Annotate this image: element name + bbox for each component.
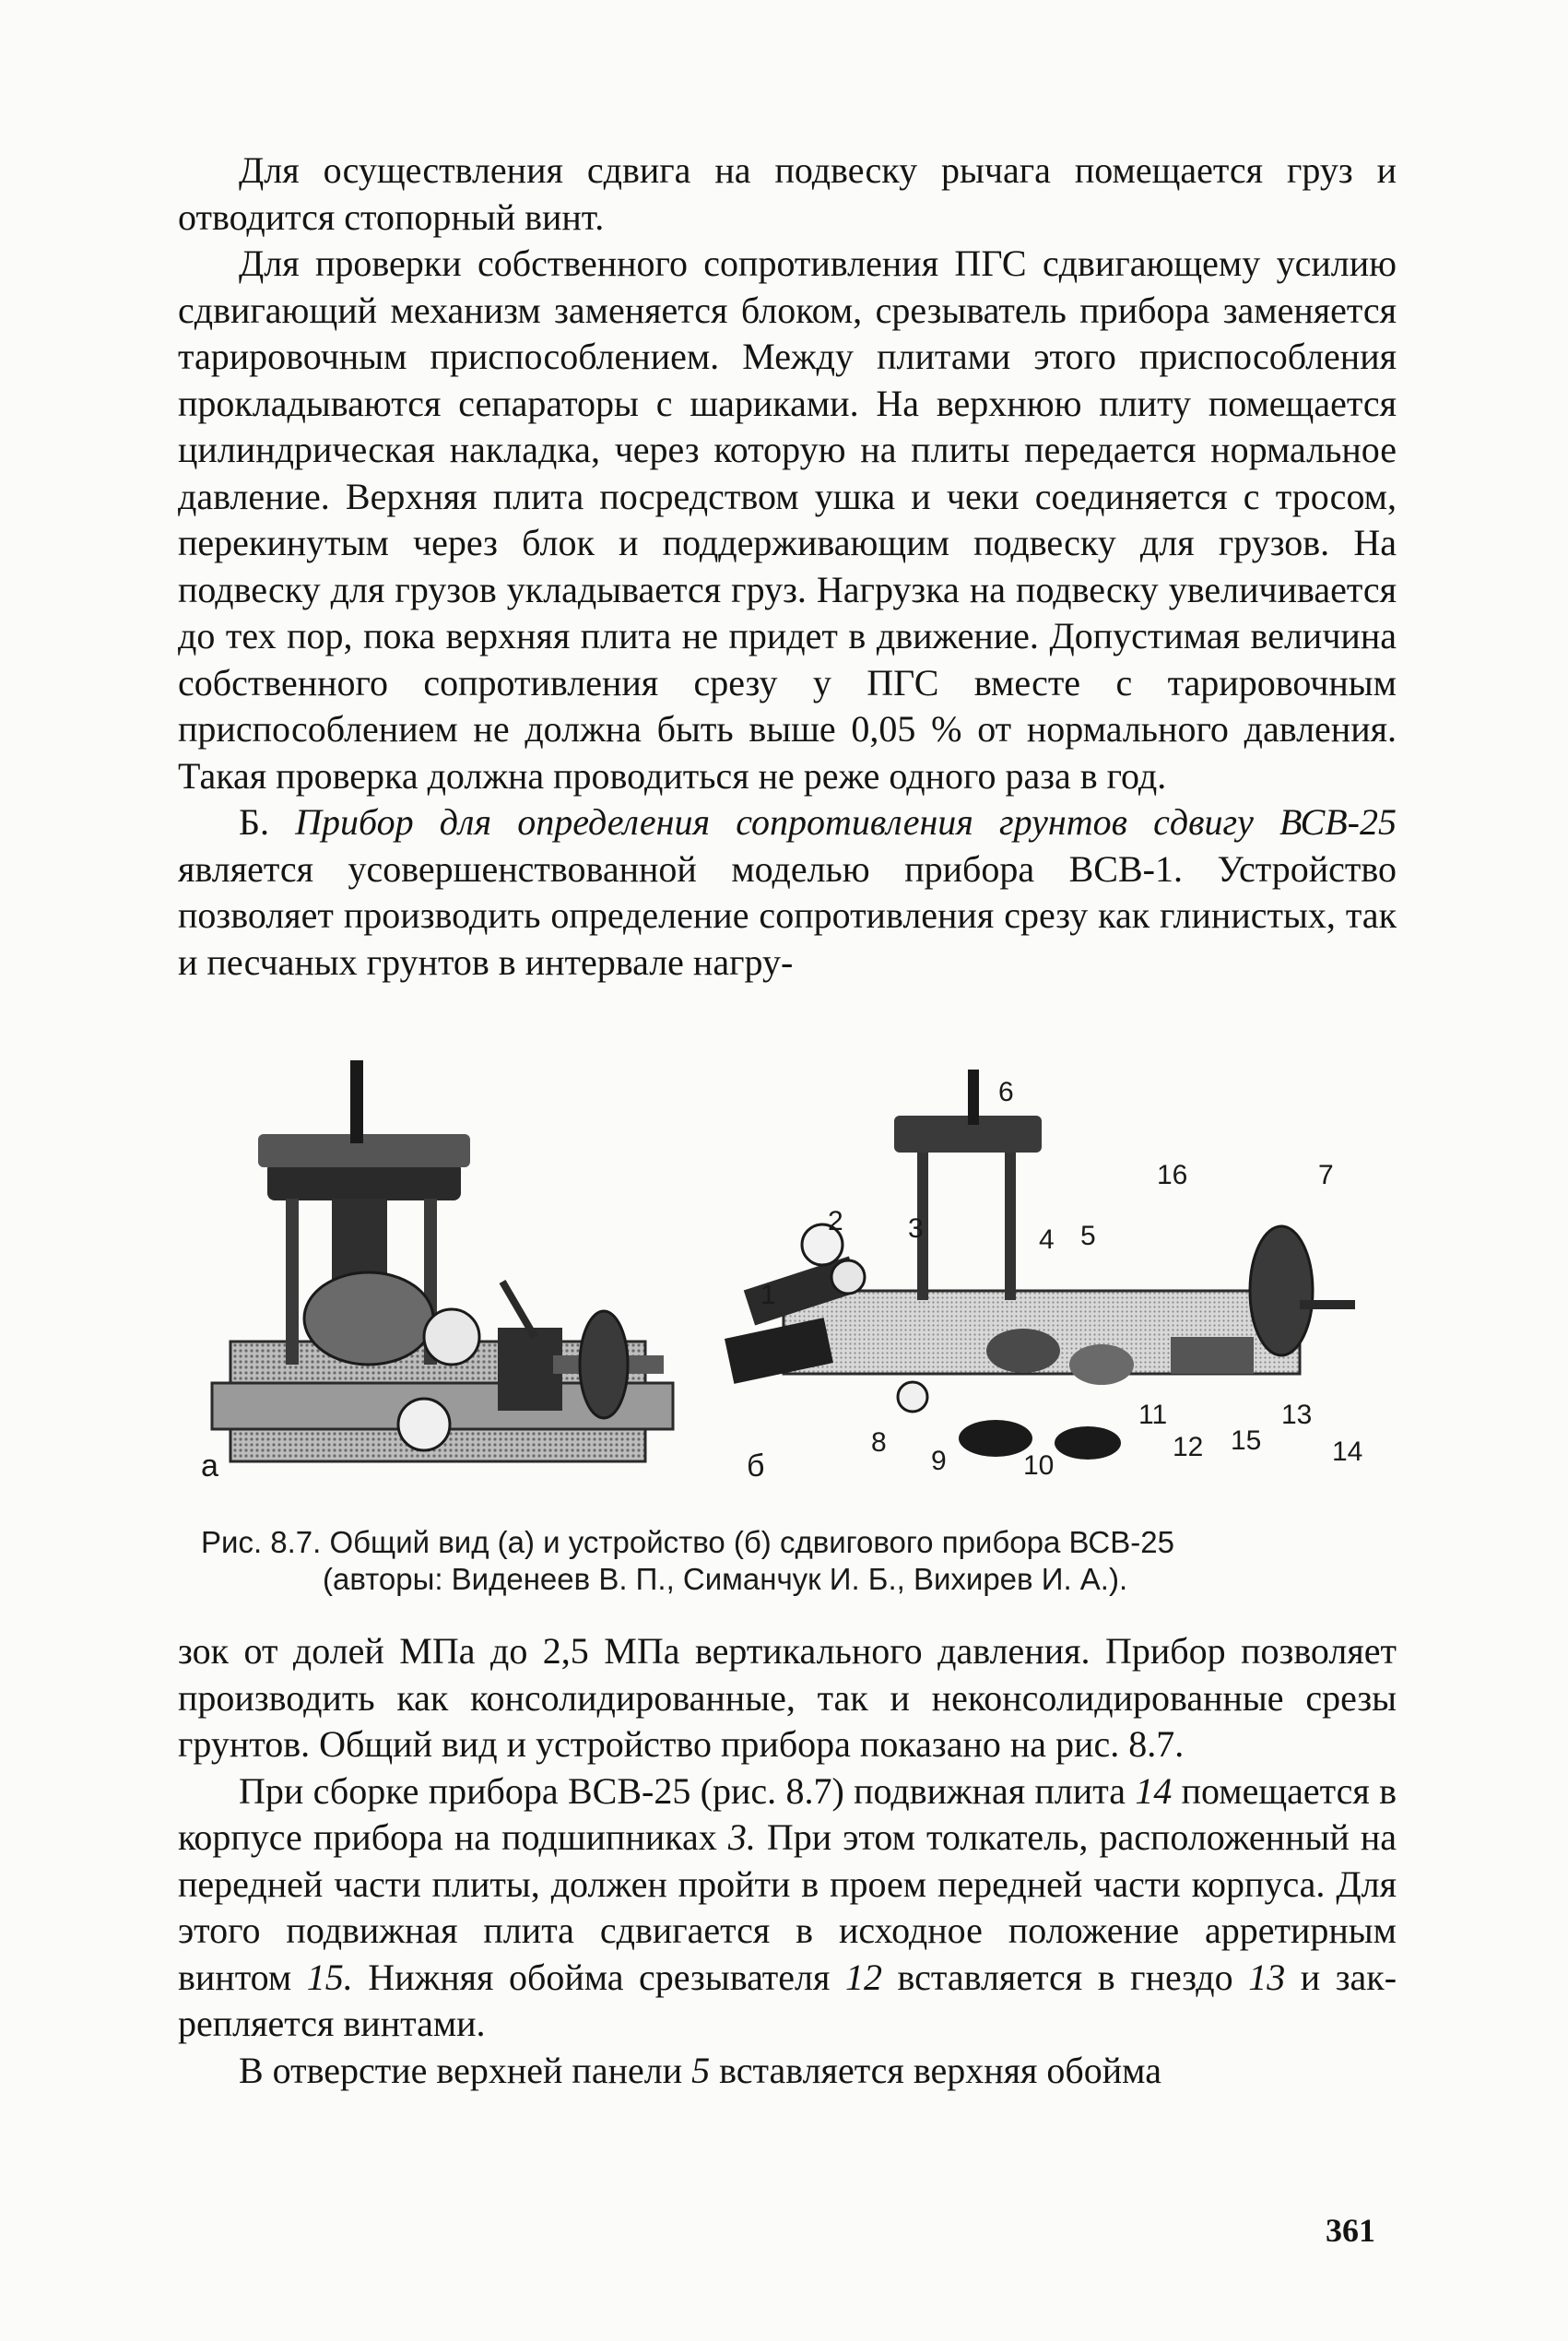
paragraph-vsv25-intro xyxy=(178,799,1397,986)
ref-12: 12 xyxy=(844,1956,882,1998)
panel-a-device-photo xyxy=(212,1060,673,1461)
assembly-text-f: и закрепляется винтами. xyxy=(178,1956,1397,2044)
section-letter: Б. xyxy=(239,801,296,843)
callout-4: 4 xyxy=(1039,1224,1055,1255)
figure-photo-illustration xyxy=(194,1060,1383,1494)
callout-8: 8 xyxy=(871,1427,887,1458)
caption-line-2: (авторы: Виденеев В. П., Симанчук И. Б., Вихирев И. А.). xyxy=(323,1562,1128,1596)
ref-3: 3. xyxy=(727,1816,756,1858)
ref-15: 15. xyxy=(306,1956,353,1998)
paragraph-load-range: зок от долей МПа до 2,5 МПа вертикального давления. Прибор позволяет производить как консолидированные, так и неконсолидированные срезы грунтов. Общий вид и устройство прибора показано на рис. 8.7. xyxy=(178,1630,1397,1765)
ref-5: 5 xyxy=(691,2049,711,2091)
callout-2: 2 xyxy=(828,1206,843,1236)
callout-12: 12 xyxy=(1173,1432,1204,1462)
callout-14: 14 xyxy=(1332,1437,1363,1467)
assembly-text-c: При этом толкатель, расположенный на передней части плиты, должен пройти в проем передней части корпуса. Для этого подвижная плита сдвигается в исходное положение арретирным винтом xyxy=(178,1816,1397,1998)
callout-9: 9 xyxy=(931,1446,947,1476)
page-number: 361 xyxy=(1326,2212,1375,2249)
callout-1: 1 xyxy=(760,1280,776,1310)
callout-7: 7 xyxy=(1318,1160,1334,1190)
assembly-text-b: помещается в корпусе прибора на подшипниках xyxy=(178,1769,1397,1858)
figure-8-7 xyxy=(194,1060,1383,1494)
callout-11: 11 xyxy=(1138,1400,1168,1430)
callout-15: 15 xyxy=(1231,1425,1262,1456)
paragraph-pgs-check: Для проверки собственного сопротивления ПГС сдвигающему усилию сдвигающий механизм заменяется блоком, срезыватель прибора заменяется тарировочным приспособлением. Между плитами этого приспособления прокладываются сепараторы с шариками. На верхнюю плиту помещается цилиндрическая накладка, через которую на плиты передается нормальное давление. Верхняя плита посредством ушка и чеки соединяется с тросом, перекинутым через блок и поддерживающим подвеску для грузов. На подвеску для грузов укладывается груз. Нагрузка на подвеску увеличивается до тех пор, пока верхняя плита не придет в движение. Допустимая величина собственного сопротивления срезу у ПГС вместе с тарировочным приспособлением не должна быть выше 0,05 % от нормального давления. Такая проверка должна проводиться не реже одного раза в год. xyxy=(178,242,1397,797)
callout-5: 5 xyxy=(1080,1221,1096,1251)
upper-panel-text-b: вставляется верхняя обойма xyxy=(710,2049,1161,2091)
upper-panel-text-a: В отверстие верхней панели xyxy=(239,2049,692,2091)
ref-14: 14 xyxy=(1135,1769,1173,1812)
top-text-block xyxy=(178,148,1397,986)
callout-6: 6 xyxy=(998,1077,1014,1107)
assembly-text-a: При сборке прибора ВСВ-25 (рис. 8.7) подвижная плита xyxy=(239,1769,1136,1812)
device-title: Прибор для определения сопротивления грунтов сдвигу ВСВ-25 xyxy=(295,801,1397,843)
callout-3: 3 xyxy=(908,1213,924,1244)
callout-16: 16 xyxy=(1157,1160,1188,1190)
caption-line-1: Рис. 8.7. Общий вид (а) и устройство (б) сдвигового прибора ВСВ-25 xyxy=(201,1525,1174,1559)
ref-13: 13 xyxy=(1248,1956,1286,1998)
callout-13: 13 xyxy=(1281,1400,1313,1430)
assembly-text-e: вставляется в гнездо xyxy=(881,1956,1249,1998)
figure-caption xyxy=(201,1524,1381,1598)
paragraph-assembly xyxy=(178,1768,1397,2048)
paragraph-vsv25-rest: является усовершенствованной моделью прибора ВСВ-1. Устройство позволяет производить определение сопротивления срезу как глинистых, так и песчаных грунтов в интервале нагру- xyxy=(178,847,1397,983)
panel-b-label: б xyxy=(747,1448,765,1484)
paragraph-upper-panel xyxy=(178,2048,1397,2095)
panel-b-device-photo xyxy=(725,1070,1355,1460)
paragraph-shear-load: Для осуществления сдвига на подвеску рычага помещается груз и отводится стопорный винт. xyxy=(178,149,1397,238)
assembly-text-d: Нижняя обойма срезывателя xyxy=(352,1956,845,1998)
panel-a-label: а xyxy=(201,1448,218,1484)
callout-10: 10 xyxy=(1023,1450,1055,1481)
bottom-text-block xyxy=(178,1628,1397,2094)
